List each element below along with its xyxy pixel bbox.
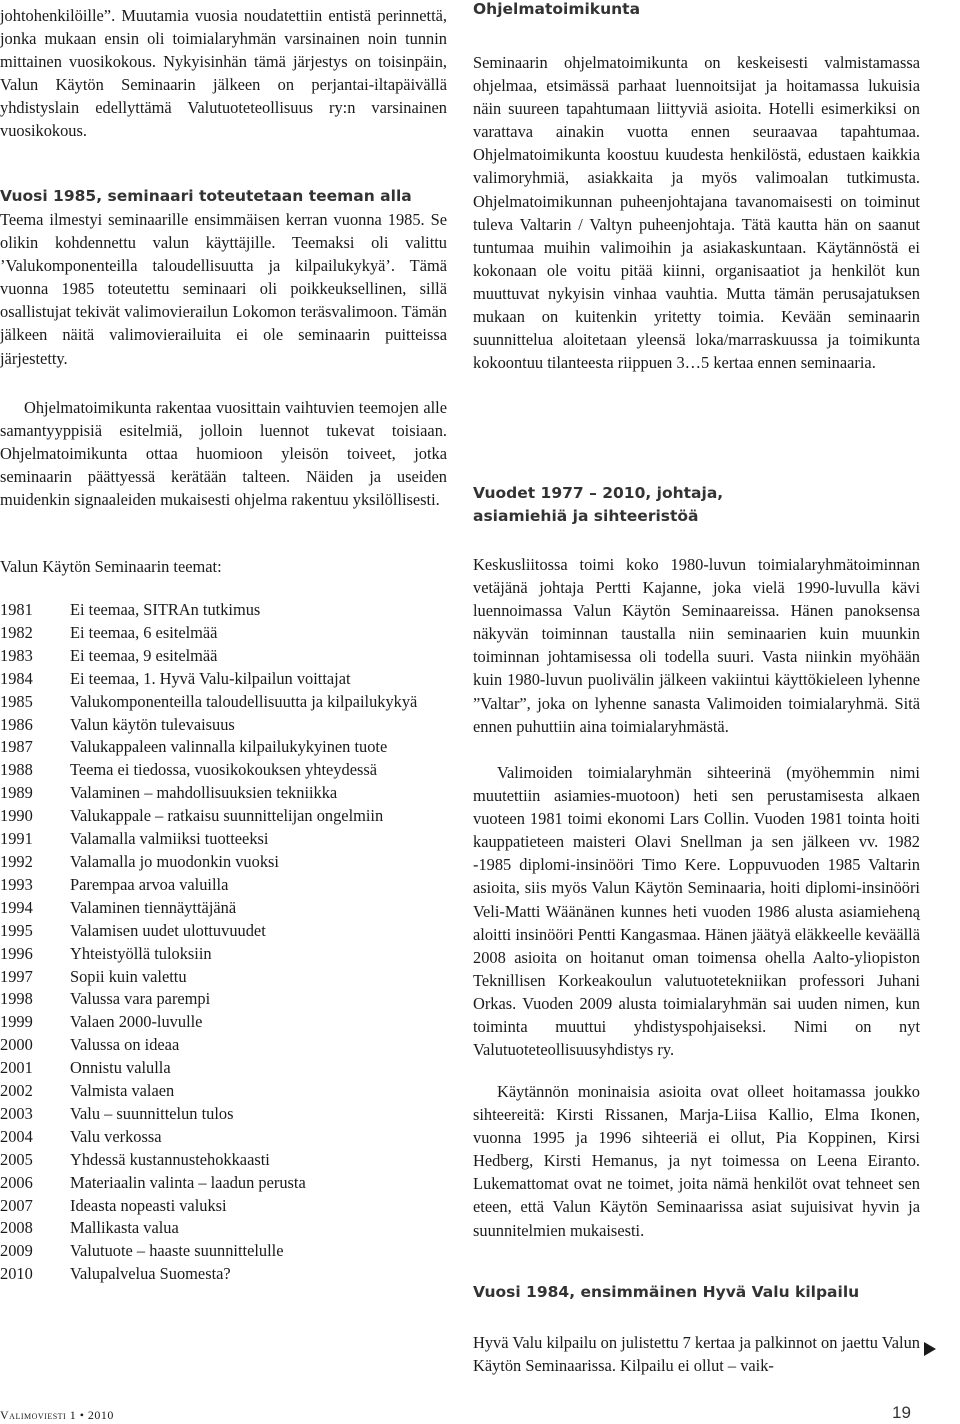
theme-year: 1985 (0, 691, 33, 711)
theme-year: 1984 (0, 668, 33, 688)
theme-title: Ei teemaa, 9 esitelmää (70, 645, 218, 665)
theme-year: 1989 (0, 783, 33, 803)
theme-row (0, 1011, 447, 1034)
theme-title: Valaen 2000-luvulle (70, 1012, 203, 1032)
theme-title: Ei teemaa, 1. Hyvä Valu-kilpailun voittajat (70, 668, 351, 688)
heading-vuodet-line-2: asiamiehiä ja sihteeristöä (473, 507, 699, 525)
theme-title: Valukappale – ratkaisu suunnittelijan ongelmiin (70, 806, 384, 826)
theme-year: 1993 (0, 874, 33, 894)
theme-year: 2010 (0, 1264, 33, 1284)
theme-year: 1996 (0, 943, 33, 963)
theme-row (0, 1263, 447, 1286)
theme-title: Valmista valaen (70, 1081, 175, 1101)
theme-title: Valutuote – haaste suunnittelulle (70, 1241, 284, 1261)
theme-year: 1983 (0, 645, 33, 665)
theme-year: 1991 (0, 829, 33, 849)
theme-row (0, 759, 447, 782)
theme-title: Onnistu valulla (70, 1058, 171, 1078)
theme-row (0, 645, 447, 668)
heading-vuodet (473, 482, 920, 528)
theme-row (0, 1149, 447, 1172)
theme-title: Valu – suunnittelun tulos (70, 1103, 234, 1123)
theme-row (0, 943, 447, 966)
theme-year: 2000 (0, 1035, 33, 1055)
theme-title: Valaminen tiennäyttäjänä (70, 897, 237, 917)
theme-row (0, 599, 447, 622)
hyva-valu-paragraph: Hyvä Valu kilpailu on julistettu 7 kertaa ja palkinnot on jaettu Valun Käytön Seminaarissa. Kilpailu ei ollut – vaik- (473, 1333, 920, 1376)
theme-row (0, 966, 447, 989)
sihteeri-paragraph: Valimoiden toimialaryhmän sihteerinä (myöhemmin nimi muutettiin asiamies-muotoon) heti sen perustamisesta alkaen vuoteen 1981 toimi ekonomi Lars Collin. Vuoden 1981 tointa hoiti kauppatieteen maisteri Olavi Snellman ja sen jälkeen vv. 1982 -1985 diplomi-insinööri Timo Kere. Loppuvuoden 1985 Valtarin asioita, siis myös Valun Käytön Seminaaria, hoiti diplomi-insinööri Veli-Matti Wäänänen kunnes heti vuoden 1986 alusta asiamieheną aloitti insinööri Pentti Kangasmaa. Hänen jäätyä eläkkeelle keväällä 2008 asioita on hoitanut oman toimensa ohella Aalto-yliopiston Teknillisen Korkeakoulun valutuotetekniikan professori Juhani Orkas. Vuoden 2009 alusta toimialaryhmän sai uuden nimen, kun toiminta muuttui yhdistyspohjaiseksi. Nimi on nyt Valutuoteteollisuusyhdistys ry. (473, 763, 920, 1060)
theme-title: Ei teemaa, 6 esitelmää (70, 622, 218, 642)
footer-issue: 1 • 2010 (69, 1408, 114, 1422)
theme-title: Valukappaleen valinnalla kilpailukykyinen tuote (70, 737, 388, 757)
theme-year: 1990 (0, 806, 33, 826)
theme-year: 1995 (0, 920, 33, 940)
theme-year: 1998 (0, 989, 33, 1009)
heading-vuodet-line-1: Vuodet 1977 – 2010, johtaja, (473, 484, 724, 502)
themes-list (0, 599, 447, 1286)
theme-row (0, 805, 447, 828)
theme-row (0, 874, 447, 897)
theme-row (0, 714, 447, 737)
theme-row (0, 1103, 447, 1126)
theme-year: 2008 (0, 1218, 33, 1238)
theme-year: 2004 (0, 1126, 33, 1146)
theme-title: Sopii kuin valettu (70, 966, 187, 986)
theme-year: 2009 (0, 1241, 33, 1261)
theme-year: 2002 (0, 1081, 33, 1101)
theme-title: Yhdessä kustannustehokkaasti (70, 1149, 270, 1169)
kaytannon-paragraph: Käytännön moninaisia asioita ovat olleet hoitamassa joukko sihteereitä: Kirsti Rissanen, Marja-Liisa Kallio, Elma Ikonen, vuonna 1995 ja 1996 sihteeriä ei ollut, Pia Koppinen, Kirsi Hedberg, Kirsti Hemanus, ja nyt toimessa on Leena Eiranto. Lukemattomat ovat ne toimet, joita nämä henkilöt ovat tehneet sen eteen, että Valun Käytön Seminaarissa asiat sujuisivat hyvin ja suunnitelmien mukaisesti. (473, 1082, 920, 1240)
theme-row (0, 1172, 447, 1195)
theme-row (0, 1195, 447, 1218)
theme-row (0, 1080, 447, 1103)
theme-year: 2003 (0, 1103, 33, 1123)
keskusliitto-paragraph: Keskusliitossa toimi koko 1980-luvun toimialaryhmätoiminnan vetäjänä johtaja Pertti Kajanne, joka vielä 1990-luvulla kävi luennoimassa Valun Käytön Seminaareissa. Hänen panoksensa näkyvän toiminnan taustalla niin seminaarien kuin muunkin toiminnan johtamisessa oli todella suuri. Vasta niinkin myöhään kuin 1980-luvun puolivälin jälkeen vakiintui käyttökieleen lyhenne ”Valtar”, joka on lyhenne sanasta Valimoiden toimialaryhmä. Sitä ennen puhuttiin aina toimialaryhmästä. (473, 555, 920, 736)
theme-row (0, 1217, 447, 1240)
theme-row (0, 782, 447, 805)
theme-year: 1981 (0, 600, 33, 619)
theme-title: Valamalla jo muodonkin vuoksi (70, 851, 279, 871)
theme-year: 1999 (0, 1012, 33, 1032)
theme-year: 2001 (0, 1058, 33, 1078)
heading-1984: Vuosi 1984, ensimmäinen Hyvä Valu kilpailu (473, 1283, 860, 1301)
theme-year: 1994 (0, 897, 33, 917)
continue-arrow-icon (924, 1342, 936, 1356)
teema-paragraph: Teema ilmestyi seminaarille ensimmäisen kerran vuonna 1985. Se olikin kohdennettu valun käyttäjille. Teemaksi oli valittu ’Valukomponenteilla taloudellisuutta ja kilpailukykyä’. Tämä vuonna 1985 toteutettu seminaari oli poikkeuksellinen, sillä osallistujat tekivät valimovierailun Lokomon teräsvalimoon. Tämän jälkeen näitä valimovierailuita ei ole seminaarin puitteissa järjestetty. (0, 210, 447, 368)
theme-title: Valu verkossa (70, 1126, 162, 1146)
theme-title: Valupalvelua Suomesta? (70, 1264, 231, 1284)
theme-title: Teema ei tiedossa, vuosikokouksen yhteydessä (70, 760, 378, 780)
theme-title: Valamalla valmiiksi tuotteeksi (70, 829, 269, 849)
theme-row (0, 1034, 447, 1057)
theme-year: 2005 (0, 1149, 33, 1169)
theme-row (0, 1057, 447, 1080)
page-number: 19 (892, 1403, 911, 1422)
theme-year: 1987 (0, 737, 33, 757)
theme-row (0, 668, 447, 691)
theme-title: Valun käytön tulevaisuus (70, 714, 235, 734)
footer-publication (0, 1406, 300, 1424)
theme-title: Parempaa arvoa valuilla (70, 874, 229, 894)
theme-row (0, 851, 447, 874)
intro-paragraph: johtohenkilöille”. Muutamia vuosia noudatettiin entistä perinnettä, jonka mukaan ensin oli toimialaryhmän varsinainen noin tunnin mittainen vuosikokous. Nykyisinhän tämä järjestys on toisinpäin, Valun Käytön Seminaarin jälkeen on perjantai-iltapäivällä yhdistyslain edellyttämä Valutuoteteollisuus ry:n varsinainen vuosikokous. (0, 6, 447, 141)
theme-year: 1988 (0, 760, 33, 780)
footer-brand: Valimoviesti (0, 1408, 67, 1422)
theme-title: Valussa vara parempi (70, 989, 211, 1009)
theme-row (0, 828, 447, 851)
theme-title: Ei teemaa, SITRAn tutkimus (70, 600, 261, 619)
theme-title: Valussa on ideaa (70, 1035, 180, 1055)
theme-year: 1982 (0, 622, 33, 642)
theme-row (0, 1240, 447, 1263)
ohjelma-paragraph-left: Ohjelmatoimikunta rakentaa vuosittain vaihtuvien teemojen alle samantyyppisiä esitelmiä, jolloin luennot tukevat toisiaan. Ohjelmatoimikunta ottaa huomioon yleisön toiveet, jotka seminaarin päättyessä kerätään talteen. Näiden ja useiden muidenkin signaaleiden mukaisesti ohjelma rakentuu yksilöllisesti. (0, 398, 447, 510)
theme-year: 1997 (0, 966, 33, 986)
theme-title: Valaminen – mahdollisuuksien tekniikka (70, 783, 338, 803)
theme-title: Yhteistyöllä tuloksiin (70, 943, 212, 963)
themes-intro: Valun Käytön Seminaarin teemat: (0, 557, 222, 576)
theme-title: Valamisen uudet ulottuvuudet (70, 920, 266, 940)
theme-row (0, 736, 447, 759)
heading-1985: Vuosi 1985, seminaari toteutetaan teeman alla (0, 187, 412, 205)
theme-row (0, 920, 447, 943)
theme-year: 2006 (0, 1172, 33, 1192)
theme-title: Mallikasta valua (70, 1218, 179, 1238)
theme-year: 1992 (0, 851, 33, 871)
theme-year: 2007 (0, 1195, 33, 1215)
heading-ohjelmatoimikunta: Ohjelmatoimikunta (473, 0, 641, 18)
theme-title: Ideasta nopeasti valuksi (70, 1195, 227, 1215)
theme-row (0, 622, 447, 645)
theme-title: Materiaalin valinta – laadun perusta (70, 1172, 306, 1192)
theme-row (0, 988, 447, 1011)
ohjelma-paragraph-right: Seminaarin ohjelmatoimikunta on keskeisesti valmistamassa ohjelmaa, etsimässä parhaat luennoitsijat ja hoitamassa lukuisia näin suureen tapahtumaan liittyviä asioita. Hotelli esimerkiksi on varattava ainakin vuotta ennen seuraavaa tapahtumaa. Ohjelmatoimikunta koostuu kuudesta henkilöstä, edustaen kaikkia valimoryhmiä, asiakkaita ja myös valimoalan tutkimusta. Ohjelmatoimikunnan puheenjohtajana tavanomaisesti on toiminut tuleva Valtarin / Valtyn puheenjohtaja. Tätä kautta hän on saanut tuntumaa muihin valimoihin ja asiakaskuntaan. Käytännöstä ei kokonaan ole voitu pitää kiinni, organisaatiot ja henkilöt kun muuttuvat nykyisin vinhaa vauhtia. Mutta tämän perusajatuksen mukaan on kuitenkin yritetty toimia. Kevään seminaarin suunnittelua aloitetaan yleensä loka/marraskuussa ja toimikunta kokoontuu tilanteesta riippuen 3…5 kertaa ennen seminaaria. (473, 53, 920, 373)
theme-title: Valukomponenteilla taloudellisuutta ja kilpailukykyä (70, 691, 418, 711)
theme-row (0, 691, 447, 714)
theme-row (0, 897, 447, 920)
theme-year: 1986 (0, 714, 33, 734)
theme-row (0, 1126, 447, 1149)
